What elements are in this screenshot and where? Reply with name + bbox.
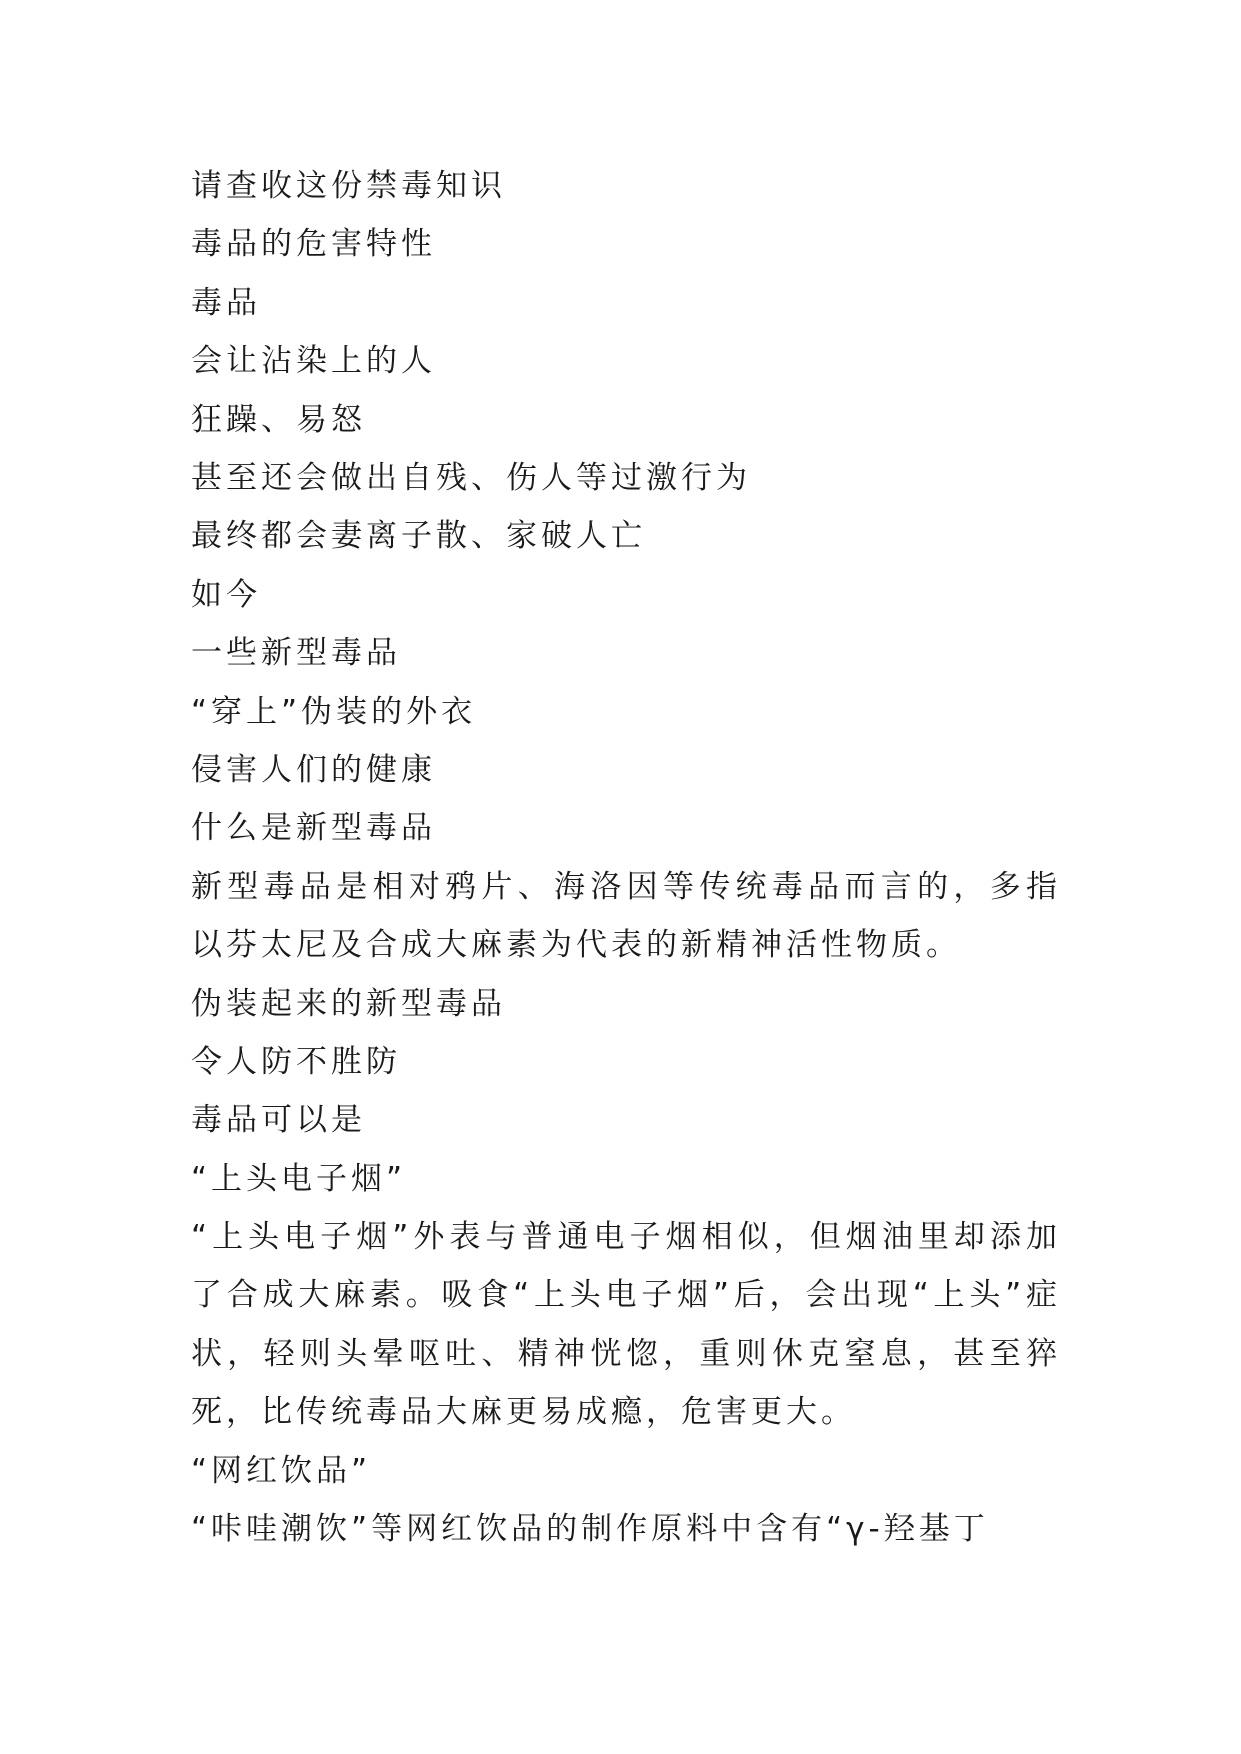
paragraph: 新型毒品是相对鸦片、海洛因等传统毒品而言的，多指以芬太尼及合成大麻素为代表的新精神活性物质。 bbox=[191, 868, 1061, 964]
text-line: 毒品 bbox=[191, 284, 261, 321]
text-line: 毒品的危害特性 bbox=[191, 226, 436, 263]
text-line: 侵害人们的健康 bbox=[191, 751, 436, 788]
text-line: “穿上”伪装的外衣 bbox=[191, 693, 477, 730]
text-line: 令人防不胜防 bbox=[191, 1043, 401, 1080]
text-line: 伪装起来的新型毒品 bbox=[191, 985, 506, 1022]
text-line: “上头电子烟” bbox=[191, 1160, 407, 1197]
paragraph: “上头电子烟”外表与普通电子烟相似，但烟油里却添加了合成大麻素。吸食“上头电子烟”后，会出现“上头”症状，轻则头晕呕吐、精神恍惚，重则休克窒息，甚至猝死，比传统毒品大麻更易成瘾，危害更大。 bbox=[191, 1219, 1061, 1431]
text-line: 狂躁、易怒 bbox=[191, 401, 366, 438]
text-line: 请查收这份禁毒知识 bbox=[191, 168, 506, 204]
text-line: 毒品可以是 bbox=[191, 1102, 366, 1139]
text-line: 如今 bbox=[191, 576, 261, 613]
text-line: 什么是新型毒品 bbox=[191, 810, 436, 847]
text-line: 最终都会妻离子散、家破人亡 bbox=[191, 518, 646, 555]
document-body bbox=[191, 157, 1061, 1558]
paragraph: “咔哇潮饮”等网红饮品的制作原料中含有“γ-羟基丁 bbox=[191, 1511, 989, 1548]
text-line: 会让沾染上的人 bbox=[191, 343, 436, 380]
text-line: “网红饮品” bbox=[191, 1452, 372, 1489]
text-line: 一些新型毒品 bbox=[191, 635, 401, 672]
text-line: 甚至还会做出自残、伤人等过激行为 bbox=[191, 459, 751, 496]
